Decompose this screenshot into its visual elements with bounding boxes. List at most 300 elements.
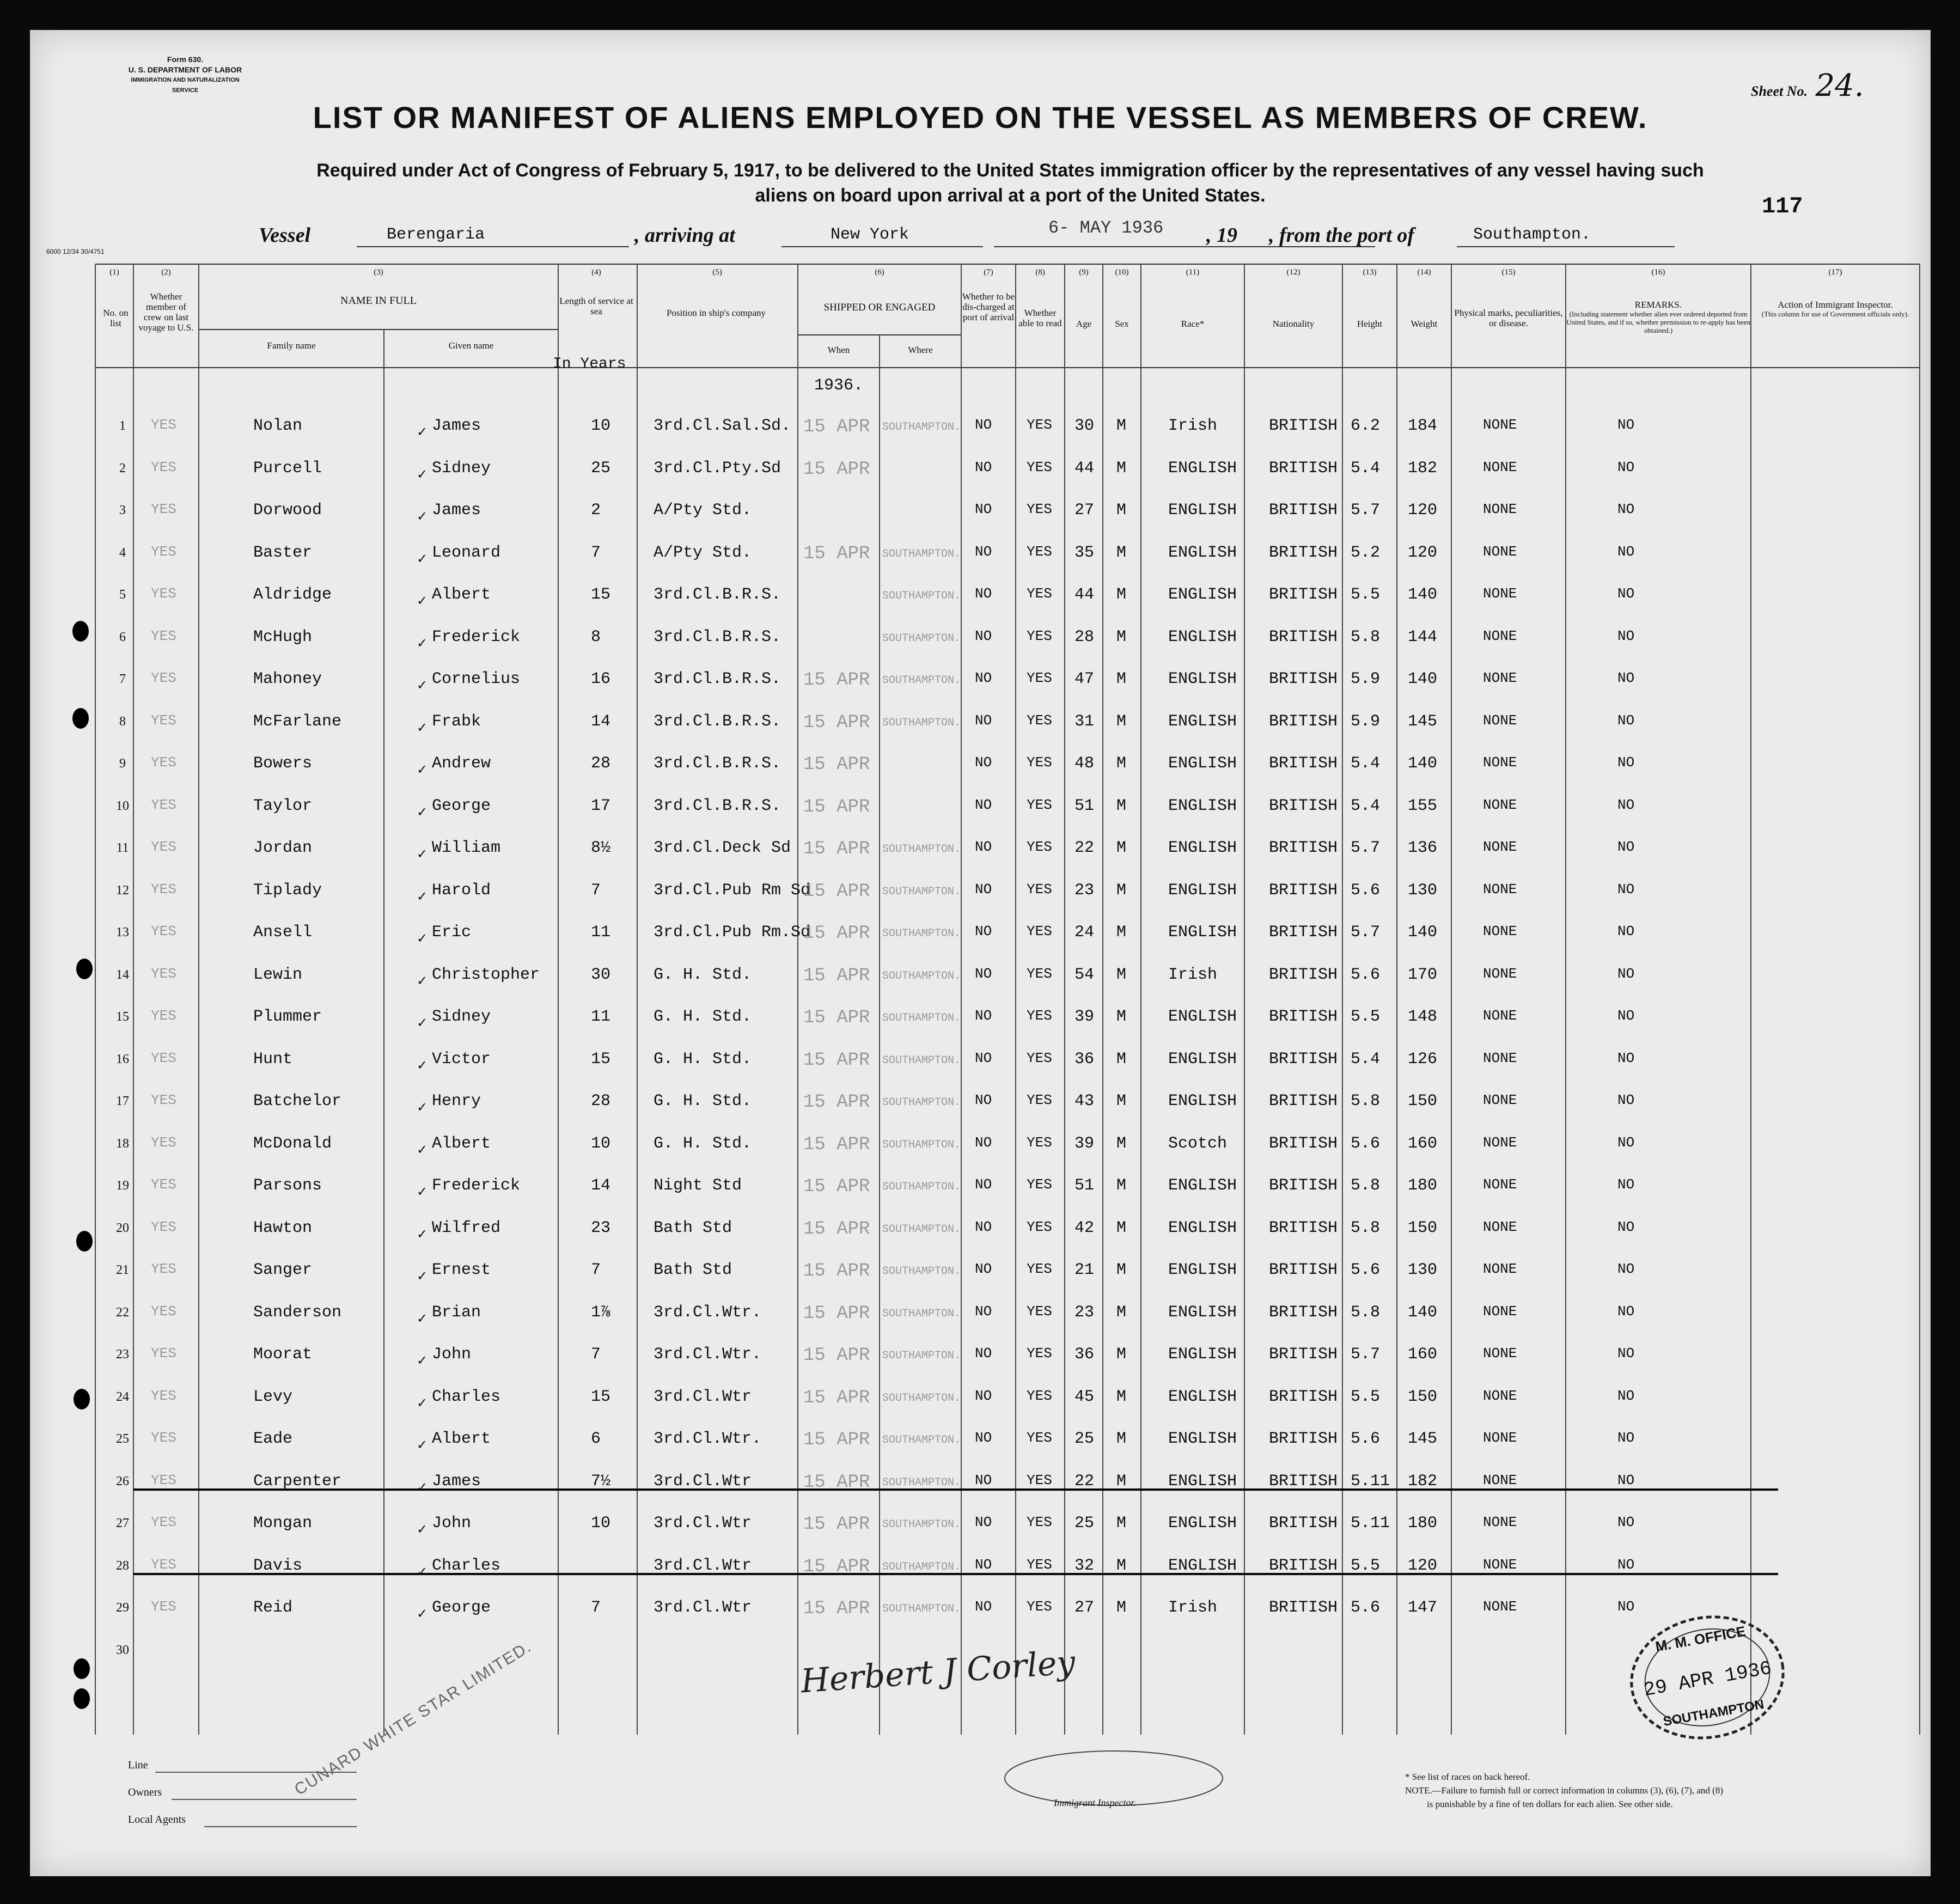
member-cell: YES xyxy=(151,417,176,433)
sex-cell: M xyxy=(1116,459,1127,478)
marks-cell: NONE xyxy=(1483,1092,1517,1108)
remarks-cell: NO xyxy=(1617,1387,1635,1404)
member-cell: YES xyxy=(151,670,176,686)
discharged-cell: NO xyxy=(975,754,992,771)
length-cell: 6 xyxy=(591,1430,601,1448)
check-mark: ✓ xyxy=(417,1438,428,1453)
member-cell: YES xyxy=(151,1514,176,1530)
nationality-cell: BRITISH xyxy=(1269,1176,1338,1195)
shipped-when-cell: 15 APR xyxy=(803,1134,870,1155)
weight-cell: 150 xyxy=(1408,1218,1438,1237)
read-cell: YES xyxy=(1027,1387,1052,1404)
race-cell: ENGLISH xyxy=(1168,839,1237,857)
arriving-label: , arriving at xyxy=(634,224,735,247)
table-row xyxy=(30,1467,1931,1509)
row-number: 4 xyxy=(119,545,126,560)
shipped-when-cell: 15 APR xyxy=(803,1049,870,1071)
nationality-cell: BRITISH xyxy=(1269,627,1338,646)
height-cell: 5.5 xyxy=(1351,585,1381,604)
agents-label: Local Agents xyxy=(128,1814,186,1826)
given-name-cell: Frabk xyxy=(432,712,481,731)
remarks-cell: NO xyxy=(1617,417,1635,433)
check-mark: ✓ xyxy=(417,678,428,693)
remarks-cell: NO xyxy=(1617,881,1635,898)
position-cell: G. H. Std. xyxy=(654,1134,752,1153)
weight-cell: 184 xyxy=(1408,417,1438,435)
race-cell: ENGLISH xyxy=(1168,1092,1237,1110)
family-name-cell: Sanderson xyxy=(253,1303,342,1322)
length-cell: 7 xyxy=(591,543,601,562)
race-cell: ENGLISH xyxy=(1168,1556,1237,1575)
table-row xyxy=(30,1424,1931,1467)
weight-cell: 148 xyxy=(1408,1008,1438,1026)
position-cell: 3rd.Cl.Pty.Sd xyxy=(654,459,781,478)
read-cell: YES xyxy=(1027,1514,1052,1530)
race-cell: ENGLISH xyxy=(1168,670,1237,688)
race-cell: ENGLISH xyxy=(1168,543,1237,562)
row-number: 9 xyxy=(119,756,126,771)
read-cell: YES xyxy=(1027,796,1052,813)
nationality-cell: BRITISH xyxy=(1269,796,1338,815)
vessel-name: Berengaria xyxy=(387,225,485,244)
sex-cell: M xyxy=(1116,965,1127,984)
read-cell: YES xyxy=(1027,1092,1052,1108)
race-cell: ENGLISH xyxy=(1168,1430,1237,1448)
header-race: Race* xyxy=(1181,319,1205,329)
position-cell: G. H. Std. xyxy=(654,1092,752,1110)
weight-cell: 182 xyxy=(1408,1472,1438,1491)
shipped-where-cell: SOUTHAMPTON. xyxy=(882,1223,961,1236)
remarks-cell: NO xyxy=(1617,543,1635,560)
given-name-cell: Wilfred xyxy=(432,1218,501,1237)
family-name-cell: Lewin xyxy=(253,965,303,984)
shipped-when-cell: 15 APR xyxy=(803,1430,870,1450)
sex-cell: M xyxy=(1116,543,1127,562)
sheet-label: Sheet No. xyxy=(1751,83,1808,99)
position-cell: 3rd.Cl.B.R.S. xyxy=(654,796,781,815)
length-cell: 11 xyxy=(591,923,611,942)
weight-cell: 145 xyxy=(1408,1430,1438,1448)
column-number: (14) xyxy=(1417,268,1431,277)
column-number: (6) xyxy=(875,268,884,277)
member-cell: YES xyxy=(151,923,176,939)
check-mark: ✓ xyxy=(417,889,428,904)
given-name-cell: John xyxy=(432,1514,472,1533)
family-name-cell: Ansell xyxy=(253,923,313,942)
marks-cell: NONE xyxy=(1483,670,1517,686)
remarks-cell: NO xyxy=(1617,1514,1635,1530)
nationality-cell: BRITISH xyxy=(1269,670,1338,688)
sex-cell: M xyxy=(1116,1008,1127,1026)
nationality-cell: BRITISH xyxy=(1269,1472,1338,1491)
family-name-cell: Bowers xyxy=(253,754,313,773)
nationality-cell: BRITISH xyxy=(1269,417,1338,435)
age-cell: 51 xyxy=(1074,1176,1095,1195)
from-port: Southampton. xyxy=(1473,225,1591,244)
age-cell: 27 xyxy=(1074,1598,1095,1617)
row-number: 25 xyxy=(116,1432,129,1446)
age-cell: 45 xyxy=(1074,1387,1095,1406)
race-cell: ENGLISH xyxy=(1168,459,1237,478)
column-number: (17) xyxy=(1828,268,1842,277)
height-cell: 5.4 xyxy=(1351,1049,1381,1069)
height-cell: 5.4 xyxy=(1351,459,1381,478)
table-row xyxy=(30,749,1931,791)
race-cell: ENGLISH xyxy=(1168,1472,1237,1491)
shipped-when-cell: 15 APR xyxy=(803,839,870,859)
owners-label: Owners xyxy=(128,1786,162,1798)
age-cell: 23 xyxy=(1074,881,1095,900)
position-cell: 3rd.Cl.B.R.S. xyxy=(654,670,781,688)
check-mark: ✓ xyxy=(417,551,428,566)
position-cell: 3rd.Cl.Wtr. xyxy=(654,1430,762,1448)
check-mark: ✓ xyxy=(417,847,428,862)
position-cell: 3rd.Cl.Wtr xyxy=(654,1472,752,1491)
family-name-cell: Hawton xyxy=(253,1218,313,1237)
weight-cell: 160 xyxy=(1408,1345,1438,1364)
row-number: 17 xyxy=(116,1094,129,1108)
row-number: 3 xyxy=(119,503,126,517)
family-name-cell: Jordan xyxy=(253,839,313,857)
read-cell: YES xyxy=(1027,1218,1052,1235)
row-number: 13 xyxy=(116,925,129,939)
position-cell: 3rd.Cl.Wtr xyxy=(654,1514,752,1533)
marks-cell: NONE xyxy=(1483,1430,1517,1446)
row-number: 7 xyxy=(119,672,126,686)
member-cell: YES xyxy=(151,1008,176,1024)
row-number: 26 xyxy=(116,1474,129,1488)
height-cell: 5.4 xyxy=(1351,796,1381,815)
position-cell: Bath Std xyxy=(654,1218,732,1237)
check-mark: ✓ xyxy=(417,1522,428,1537)
family-name-cell: McDonald xyxy=(253,1134,332,1153)
remarks-cell: NO xyxy=(1617,923,1635,939)
row-number: 19 xyxy=(116,1179,129,1193)
table-row xyxy=(30,918,1931,960)
shipped-where-cell: SOUTHAMPTON. xyxy=(882,547,961,560)
member-cell: YES xyxy=(151,1218,176,1235)
given-name-cell: Sidney xyxy=(432,459,491,478)
remarks-cell: NO xyxy=(1617,1261,1635,1277)
age-cell: 39 xyxy=(1074,1134,1095,1153)
sex-cell: M xyxy=(1116,1134,1127,1153)
read-cell: YES xyxy=(1027,459,1052,475)
shipped-where-cell: SOUTHAMPTON. xyxy=(882,1350,961,1362)
family-name-cell: Aldridge xyxy=(253,585,332,604)
column-number: (15) xyxy=(1501,268,1516,277)
race-cell: ENGLISH xyxy=(1168,754,1237,773)
position-cell: 3rd.Cl.Deck Sd xyxy=(654,839,791,857)
remarks-cell: NO xyxy=(1617,585,1635,602)
column-number: (7) xyxy=(984,268,993,277)
member-cell: YES xyxy=(151,459,176,475)
race-cell: ENGLISH xyxy=(1168,796,1237,815)
position-cell: 3rd.Cl.B.R.S. xyxy=(654,627,781,646)
height-cell: 5.8 xyxy=(1351,1303,1381,1322)
header-position: Position in ship's company xyxy=(666,308,766,318)
header-discharged: Whether to be dis-charged at port of arrival xyxy=(962,291,1015,322)
length-cell: 7 xyxy=(591,881,601,900)
shipped-where-cell: SOUTHAMPTON. xyxy=(882,632,961,645)
table-row xyxy=(30,791,1931,834)
discharged-cell: NO xyxy=(975,1472,992,1488)
shipped-when-cell: 15 APR xyxy=(803,923,870,944)
header-no: No. on list xyxy=(103,308,129,328)
length-cell: 14 xyxy=(591,1176,611,1195)
stamp-bottom: SOUTHAMPTON xyxy=(1662,1696,1766,1730)
member-cell: YES xyxy=(151,1430,176,1446)
shipped-when-cell: 15 APR xyxy=(803,459,870,480)
print-code: 6000 12/34 30/4751 xyxy=(46,248,105,255)
length-cell: 15 xyxy=(591,1387,611,1406)
read-cell: YES xyxy=(1027,417,1052,433)
given-name-cell: Charles xyxy=(432,1387,501,1406)
shipped-when-cell: 15 APR xyxy=(803,1387,870,1408)
column-number: (9) xyxy=(1079,268,1089,277)
marks-cell: NONE xyxy=(1483,543,1517,560)
stamp-top: M. M. OFFICE xyxy=(1654,1622,1747,1655)
row-number: 24 xyxy=(116,1389,129,1404)
remarks-cell: NO xyxy=(1617,1008,1635,1024)
marks-cell: NONE xyxy=(1483,839,1517,855)
height-cell: 5.6 xyxy=(1351,1430,1381,1448)
table-row xyxy=(30,1213,1931,1256)
row-number: 28 xyxy=(116,1558,129,1573)
table-row xyxy=(30,833,1931,876)
given-name-cell: George xyxy=(432,1598,491,1617)
shipped-where-cell: SOUTHAMPTON. xyxy=(882,1518,961,1531)
shipped-when-cell: 15 APR xyxy=(803,1556,870,1577)
check-mark: ✓ xyxy=(417,1058,428,1073)
weight-cell: 140 xyxy=(1408,670,1438,688)
member-cell: YES xyxy=(151,1049,176,1066)
notes xyxy=(1405,1770,1895,1811)
shipped-when-cell: 15 APR xyxy=(803,965,870,986)
header-shipped: SHIPPED OR ENGAGED xyxy=(823,302,936,313)
marks-cell: NONE xyxy=(1483,1598,1517,1615)
race-cell: ENGLISH xyxy=(1168,1176,1237,1195)
check-mark: ✓ xyxy=(417,1353,428,1368)
discharged-cell: NO xyxy=(975,670,992,686)
nationality-cell: BRITISH xyxy=(1269,1430,1338,1448)
height-cell: 6.2 xyxy=(1351,417,1381,435)
check-mark: ✓ xyxy=(417,1607,428,1621)
family-name-cell: Baster xyxy=(253,543,313,562)
marks-cell: NONE xyxy=(1483,923,1517,939)
height-cell: 5.6 xyxy=(1351,965,1381,984)
sex-cell: M xyxy=(1116,1430,1127,1448)
check-mark: ✓ xyxy=(417,467,428,482)
marks-cell: NONE xyxy=(1483,1008,1517,1024)
remarks-cell: NO xyxy=(1617,1598,1635,1615)
remarks-cell: NO xyxy=(1617,1134,1635,1151)
position-cell: 3rd.Cl.Pub Rm.Sd xyxy=(654,923,811,942)
given-name-cell: Ernest xyxy=(432,1261,491,1279)
member-cell: YES xyxy=(151,1598,176,1615)
age-cell: 31 xyxy=(1074,712,1095,731)
weight-cell: 144 xyxy=(1408,627,1438,646)
discharged-cell: NO xyxy=(975,1218,992,1235)
height-cell: 5.5 xyxy=(1351,1556,1381,1575)
sex-cell: M xyxy=(1116,923,1127,942)
service-name: IMMIGRATION AND NATURALIZATION SERVICE xyxy=(131,77,240,94)
nationality-cell: BRITISH xyxy=(1269,1387,1338,1406)
family-name-cell: Carpenter xyxy=(253,1472,342,1491)
length-cell: 2 xyxy=(591,501,601,520)
shipped-when-cell: 15 APR xyxy=(803,1598,870,1619)
row-number: 5 xyxy=(119,588,126,602)
age-cell: 48 xyxy=(1074,754,1095,773)
note-line-1: NOTE.—Failure to furnish full or correct information in columns (3), (6), (7), and (8) xyxy=(1405,1785,1723,1796)
marks-cell: NONE xyxy=(1483,965,1517,982)
length-cell: 7½ xyxy=(591,1472,611,1491)
height-cell: 5.7 xyxy=(1351,839,1381,857)
weight-cell: 170 xyxy=(1408,965,1438,984)
given-name-cell: Henry xyxy=(432,1092,481,1110)
family-name-cell: Mahoney xyxy=(253,670,322,688)
remarks-cell: NO xyxy=(1617,459,1635,475)
discharged-cell: NO xyxy=(975,1345,992,1362)
weight-cell: 150 xyxy=(1408,1092,1438,1110)
position-cell: 3rd.Cl.Sal.Sd. xyxy=(654,417,791,435)
race-cell: Irish xyxy=(1168,417,1218,435)
page-title: LIST OR MANIFEST OF ALIENS EMPLOYED ON THE VESSEL AS MEMBERS OF CREW. xyxy=(313,100,1648,135)
row-number: 2 xyxy=(119,461,126,475)
length-cell: 8½ xyxy=(591,839,611,857)
position-cell: G. H. Std. xyxy=(654,1008,752,1026)
shipped-when-cell: 15 APR xyxy=(803,1303,870,1324)
length-cell: 1⅞ xyxy=(591,1303,611,1322)
given-name-cell: Frederick xyxy=(432,627,521,646)
length-cell: 7 xyxy=(591,1598,601,1617)
given-name-cell: Harold xyxy=(432,881,491,900)
age-cell: 28 xyxy=(1074,627,1095,646)
given-name-cell: Frederick xyxy=(432,1176,521,1195)
signature: Herbert J Corley xyxy=(799,1643,1077,1701)
height-cell: 5.6 xyxy=(1351,1261,1381,1279)
height-cell: 5.8 xyxy=(1351,1218,1381,1237)
remarks-cell: NO xyxy=(1617,839,1635,855)
weight-cell: 120 xyxy=(1408,543,1438,562)
race-cell: ENGLISH xyxy=(1168,1514,1237,1533)
family-name-cell: Davis xyxy=(253,1556,303,1575)
check-mark: ✓ xyxy=(417,1564,428,1579)
family-name-cell: Nolan xyxy=(253,417,303,435)
given-name-cell: James xyxy=(432,501,481,520)
count-note: 117 xyxy=(1762,193,1803,219)
race-cell: Irish xyxy=(1168,1598,1218,1617)
height-cell: 5.7 xyxy=(1351,1345,1381,1364)
check-mark: ✓ xyxy=(417,425,428,440)
age-cell: 42 xyxy=(1074,1218,1095,1237)
shipped-where-cell: SOUTHAMPTON. xyxy=(882,1307,961,1320)
position-cell: 3rd.Cl.Wtr xyxy=(654,1387,752,1406)
age-cell: 43 xyxy=(1074,1092,1095,1110)
sex-cell: M xyxy=(1116,1261,1127,1279)
discharged-cell: NO xyxy=(975,712,992,729)
table-row xyxy=(30,876,1931,918)
remarks-note: (Including statement whether alien ever ordered deported from United States, and if so, whether permission to re-apply has been obtained.) xyxy=(1566,310,1750,334)
header-weight: Weight xyxy=(1411,319,1438,329)
shipped-when-cell: 15 APR xyxy=(803,1218,870,1240)
shipped-when-cell: 15 APR xyxy=(803,1472,870,1493)
given-name-cell: George xyxy=(432,796,491,815)
length-cell: 7 xyxy=(591,1345,601,1364)
remarks-cell: NO xyxy=(1617,501,1635,517)
discharged-cell: NO xyxy=(975,881,992,898)
check-mark: ✓ xyxy=(417,762,428,777)
shipped-when-cell: 15 APR xyxy=(803,1092,870,1113)
shipped-where-cell: SOUTHAMPTON. xyxy=(882,674,961,687)
length-cell: 16 xyxy=(591,670,611,688)
discharged-cell: NO xyxy=(975,1430,992,1446)
height-cell: 5.8 xyxy=(1351,1176,1381,1195)
given-name-cell: Cornelius xyxy=(432,670,521,688)
row-number: 30 xyxy=(116,1643,129,1657)
height-cell: 5.8 xyxy=(1351,1092,1381,1110)
nationality-cell: BRITISH xyxy=(1269,501,1338,520)
weight-cell: 136 xyxy=(1408,839,1438,857)
age-cell: 39 xyxy=(1074,1008,1095,1026)
row-number: 21 xyxy=(116,1263,129,1277)
subtitle-line-1: Required under Act of Congress of February 5, 1917, to be delivered to the United States immigration officer by the representatives of any vessel having such xyxy=(316,160,1704,181)
check-mark: ✓ xyxy=(417,1311,428,1326)
read-cell: YES xyxy=(1027,543,1052,560)
height-cell: 5.9 xyxy=(1351,670,1381,688)
sex-cell: M xyxy=(1116,627,1127,646)
age-cell: 44 xyxy=(1074,459,1095,478)
table-row xyxy=(30,538,1931,581)
table-row xyxy=(30,1382,1931,1425)
length-cell: 10 xyxy=(591,417,611,435)
length-cell: 10 xyxy=(591,1134,611,1153)
nationality-cell: BRITISH xyxy=(1269,543,1338,562)
header-length: Length of service at sea xyxy=(559,296,633,316)
member-cell: YES xyxy=(151,1387,176,1404)
marks-cell: NONE xyxy=(1483,1556,1517,1573)
table-row xyxy=(30,623,1931,665)
race-cell: ENGLISH xyxy=(1168,1218,1237,1237)
member-cell: YES xyxy=(151,1176,176,1193)
member-cell: YES xyxy=(151,712,176,729)
family-name-cell: McHugh xyxy=(253,627,313,646)
family-name-cell: Moorat xyxy=(253,1345,313,1364)
position-cell: G. H. Std. xyxy=(654,965,752,984)
header-height: Height xyxy=(1357,319,1383,329)
shipped-where-cell: SOUTHAMPTON. xyxy=(882,1603,961,1615)
member-cell: YES xyxy=(151,1134,176,1151)
row-number: 14 xyxy=(116,967,129,982)
row-number: 22 xyxy=(116,1305,129,1320)
shipped-when-cell: 15 APR xyxy=(803,1345,870,1366)
sex-cell: M xyxy=(1116,754,1127,773)
marks-cell: NONE xyxy=(1483,1514,1517,1530)
read-cell: YES xyxy=(1027,1261,1052,1277)
header-nationality: Nationality xyxy=(1272,319,1315,329)
length-cell: 11 xyxy=(591,1008,611,1026)
remarks-cell: NO xyxy=(1617,712,1635,729)
member-cell: YES xyxy=(151,585,176,602)
given-name-cell: Albert xyxy=(432,1134,491,1153)
position-cell: 3rd.Cl.B.R.S. xyxy=(654,754,781,773)
header-family-name: Family name xyxy=(267,340,316,351)
member-cell: YES xyxy=(151,501,176,517)
row-number: 15 xyxy=(116,1010,129,1024)
length-cell: 17 xyxy=(591,796,611,815)
member-cell: YES xyxy=(151,1556,176,1573)
weight-cell: 150 xyxy=(1408,1387,1438,1406)
check-mark: ✓ xyxy=(417,1142,428,1157)
